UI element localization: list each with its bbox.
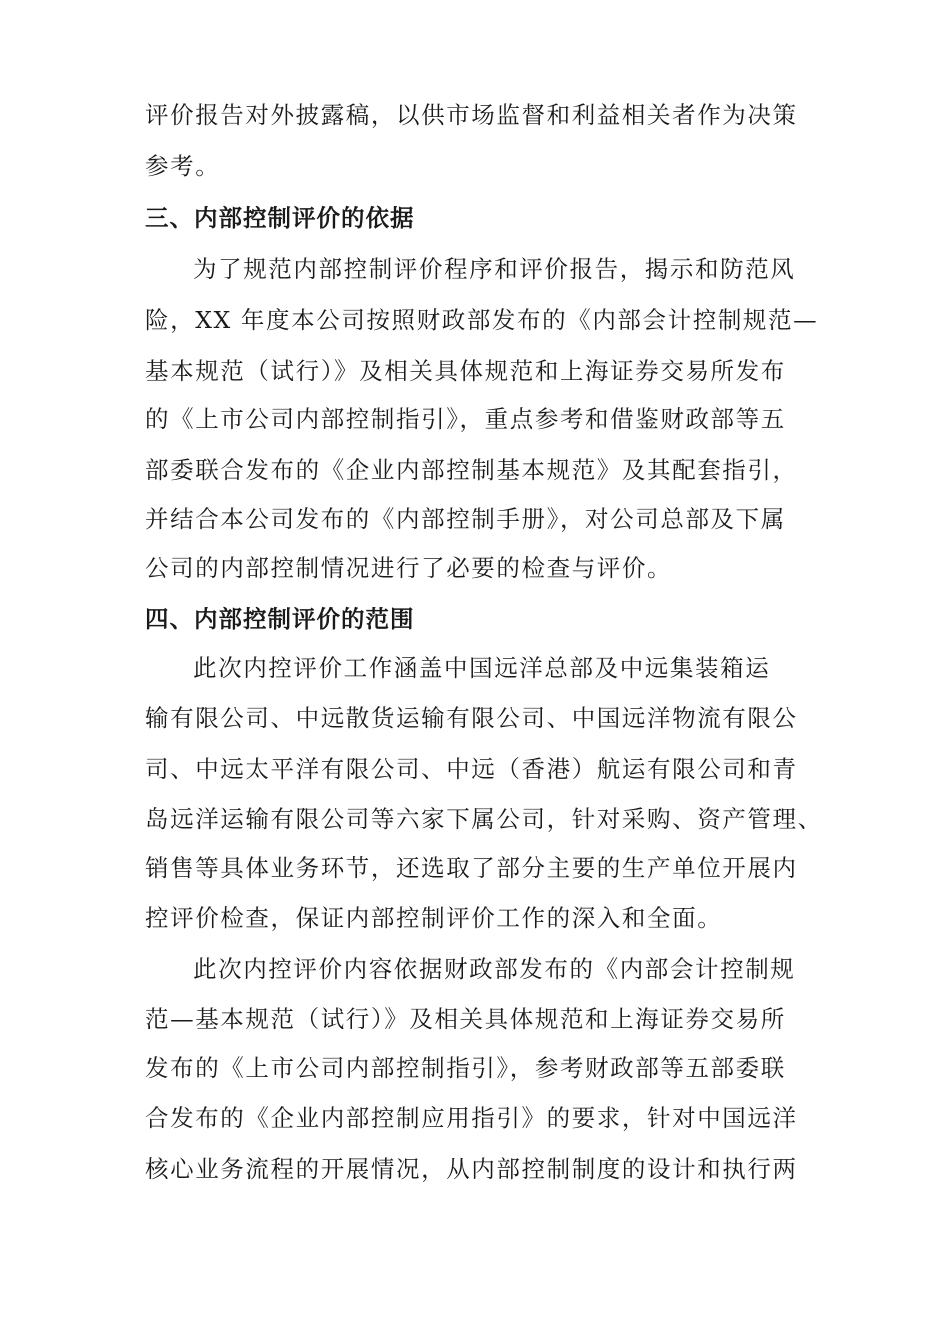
section-4-paragraph-2-line-2: 范—基本规范（试行）》及相关具体规范和上海证券交易所 <box>145 1005 786 1033</box>
section-3-paragraph-line-3: 基本规范（试行）》及相关具体规范和上海证券交易所发布 <box>145 357 786 385</box>
section-4-paragraph-1-line-4: 岛远洋运输有限公司等六家下属公司，针对采购、资产管理、 <box>145 805 823 833</box>
section-4-paragraph-2-line-1: 此次内控评价内容依据财政部发布的《内部会计控制规 <box>193 955 796 983</box>
section-4-paragraph-2-line-3: 发布的《上市公司内部控制指引》，参考财政部等五部委联 <box>145 1054 786 1082</box>
section-3-paragraph-line-2: 险，XX 年度本公司按照财政部发布的《内部会计控制规范— <box>145 306 819 334</box>
section-3-paragraph-line-4: 的《上市公司内部控制指引》，重点参考和借鉴财政部等五 <box>145 405 786 433</box>
section-4-heading: 四、内部控制评价的范围 <box>145 605 415 633</box>
section-4-paragraph-1-line-1: 此次内控评价工作涵盖中国远洋总部及中远集装箱运 <box>193 654 771 682</box>
section-4-paragraph-1-line-6: 控评价检查，保证内部控制评价工作的深入和全面。 <box>145 904 723 932</box>
section-3-paragraph-line-1: 为了规范内部控制评价程序和评价报告，揭示和防范风 <box>193 255 796 283</box>
section-3-heading: 三、内部控制评价的依据 <box>145 204 415 232</box>
section-4-paragraph-2-line-5: 核心业务流程的开展情况，从内部控制制度的设计和执行两 <box>145 1155 798 1183</box>
intro-line-1: 评价报告对外披露稿，以供市场监督和利益相关者作为决策 <box>145 101 798 129</box>
intro-line-2: 参考。 <box>145 152 221 180</box>
section-4-paragraph-1-line-3: 司、中远太平洋有限公司、中远（香港）航运有限公司和青 <box>145 755 798 783</box>
section-3-paragraph-line-5: 部委联合发布的《企业内部控制基本规范》及其配套指引， <box>145 456 798 484</box>
section-4-paragraph-1-line-2: 输有限公司、中远散货运输有限公司、中国远洋物流有限公 <box>145 704 798 732</box>
section-3-paragraph-line-6: 并结合本公司发布的《内部控制手册》，对公司总部及下属 <box>145 505 786 533</box>
section-4-paragraph-1-line-5: 销售等具体业务环节，还选取了部分主要的生产单位开展内 <box>145 854 798 882</box>
section-4-paragraph-2-line-4: 合发布的《企业内部控制应用指引》的要求，针对中国远洋 <box>145 1104 798 1132</box>
section-3-paragraph-line-7: 公司的内部控制情况进行了必要的检查与评价。 <box>145 554 673 582</box>
